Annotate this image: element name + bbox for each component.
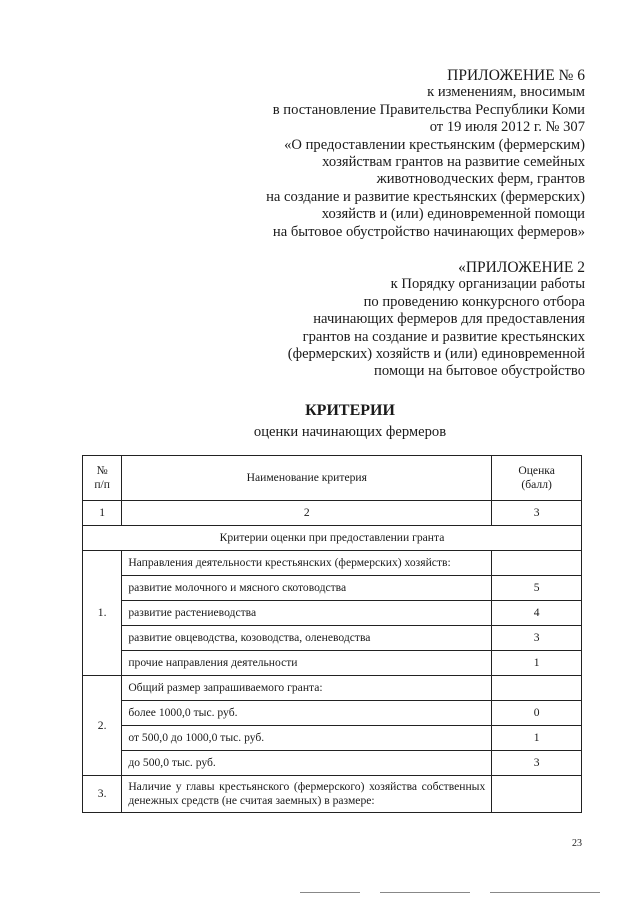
table-row bbox=[83, 751, 582, 776]
group-title-row bbox=[83, 676, 582, 701]
header-num-cell bbox=[83, 456, 122, 501]
group-score-empty bbox=[492, 551, 582, 576]
criterion-label: прочие направления деятельности bbox=[122, 651, 492, 676]
scan-artifact-line bbox=[490, 892, 600, 893]
criterion-score: 1 bbox=[492, 726, 582, 751]
appendix-2-header bbox=[165, 259, 585, 381]
criterion-score: 3 bbox=[492, 751, 582, 776]
header-score-cell bbox=[492, 456, 582, 501]
appendix-6-line: в постановление Правительства Республики Коми bbox=[272, 101, 585, 118]
criterion-score: 0 bbox=[492, 701, 582, 726]
index-cell-2: 2 bbox=[122, 501, 492, 526]
group-number: 3. bbox=[83, 776, 122, 813]
header-score-line2: (балл) bbox=[521, 478, 552, 491]
appendix-2-line: начинающих фермеров для предоставления bbox=[313, 311, 585, 328]
table-row bbox=[83, 651, 582, 676]
criteria-table bbox=[82, 455, 582, 813]
appendix-2-line: (фермерских) хозяйств и (или) единовременной bbox=[287, 346, 585, 363]
header-score-line1: Оценка bbox=[518, 464, 555, 477]
appendix-2-title: «ПРИЛОЖЕНИЕ 2 bbox=[458, 259, 585, 276]
group-score-empty bbox=[492, 676, 582, 701]
criterion-label: от 500,0 до 1000,0 тыс. руб. bbox=[122, 726, 492, 751]
table-index-row bbox=[83, 501, 582, 526]
criterion-score: 4 bbox=[492, 601, 582, 626]
header-num-line2: п/п bbox=[94, 478, 110, 491]
appendix-6-line: на бытовое обустройство начинающих фермеров» bbox=[272, 223, 585, 240]
appendix-6-header bbox=[165, 67, 585, 241]
criterion-label: развитие овцеводства, козоводства, оленеводства bbox=[122, 626, 492, 651]
group-number: 2. bbox=[83, 676, 122, 776]
group-number: 1. bbox=[83, 551, 122, 676]
criterion-label: до 500,0 тыс. руб. bbox=[122, 751, 492, 776]
scan-artifact-line bbox=[300, 892, 360, 893]
appendix-6-line: на создание и развитие крестьянских (фермерских) bbox=[266, 188, 585, 205]
header-name-cell bbox=[122, 456, 492, 501]
appendix-2-line: по проведению конкурсного отбора bbox=[363, 293, 585, 310]
table-row bbox=[83, 701, 582, 726]
criteria-title: КРИТЕРИИ bbox=[305, 402, 395, 419]
appendix-6-line: к изменениям, вносимым bbox=[427, 84, 585, 101]
criterion-score: 3 bbox=[492, 626, 582, 651]
group-title-row bbox=[83, 776, 582, 813]
appendix-6-line: хозяйствам грантов на развитие семейных bbox=[322, 154, 585, 171]
section-title: Критерии оценки при предоставлении гранта bbox=[83, 526, 582, 551]
table-row bbox=[83, 726, 582, 751]
criterion-score: 5 bbox=[492, 576, 582, 601]
table-row bbox=[83, 626, 582, 651]
table-row bbox=[83, 576, 582, 601]
index-cell-1: 1 bbox=[83, 501, 122, 526]
group-title: Направления деятельности крестьянских (фермерских) хозяйств: bbox=[122, 551, 492, 576]
appendix-6-line: от 19 июля 2012 г. № 307 bbox=[429, 119, 585, 136]
criterion-label: развитие растениеводства bbox=[122, 601, 492, 626]
scan-artifact-line bbox=[380, 892, 470, 893]
appendix-6-line: «О предоставлении крестьянским (фермерским) bbox=[284, 136, 585, 153]
appendix-2-line: грантов на создание и развитие крестьянских bbox=[302, 328, 585, 345]
appendix-2-line: к Порядку организации работы bbox=[390, 276, 585, 293]
criterion-label: более 1000,0 тыс. руб. bbox=[122, 701, 492, 726]
group-title-row bbox=[83, 551, 582, 576]
page-number: 23 bbox=[572, 838, 582, 849]
appendix-6-line: хозяйств и (или) единовременной помощи bbox=[321, 206, 585, 223]
appendix-6-title: ПРИЛОЖЕНИЕ № 6 bbox=[447, 67, 585, 84]
criterion-score: 1 bbox=[492, 651, 582, 676]
group-title: Наличие у главы крестьянского (фермерского) хозяйства собственных денежных средств (не считая заемных) в размере: bbox=[122, 776, 492, 813]
header-num-line1: № bbox=[96, 464, 108, 477]
appendix-2-line: помощи на бытовое обустройство bbox=[374, 363, 585, 380]
group-score-empty bbox=[492, 776, 582, 813]
appendix-6-line: животноводческих ферм, грантов bbox=[376, 171, 585, 188]
criterion-label: развитие молочного и мясного скотоводства bbox=[122, 576, 492, 601]
section-row bbox=[83, 526, 582, 551]
criteria-subtitle: оценки начинающих фермеров bbox=[253, 424, 447, 440]
header-name: Наименование критерия bbox=[246, 471, 367, 484]
group-title: Общий размер запрашиваемого гранта: bbox=[122, 676, 492, 701]
index-cell-3: 3 bbox=[492, 501, 582, 526]
table-header-row bbox=[83, 456, 582, 501]
table-row bbox=[83, 601, 582, 626]
